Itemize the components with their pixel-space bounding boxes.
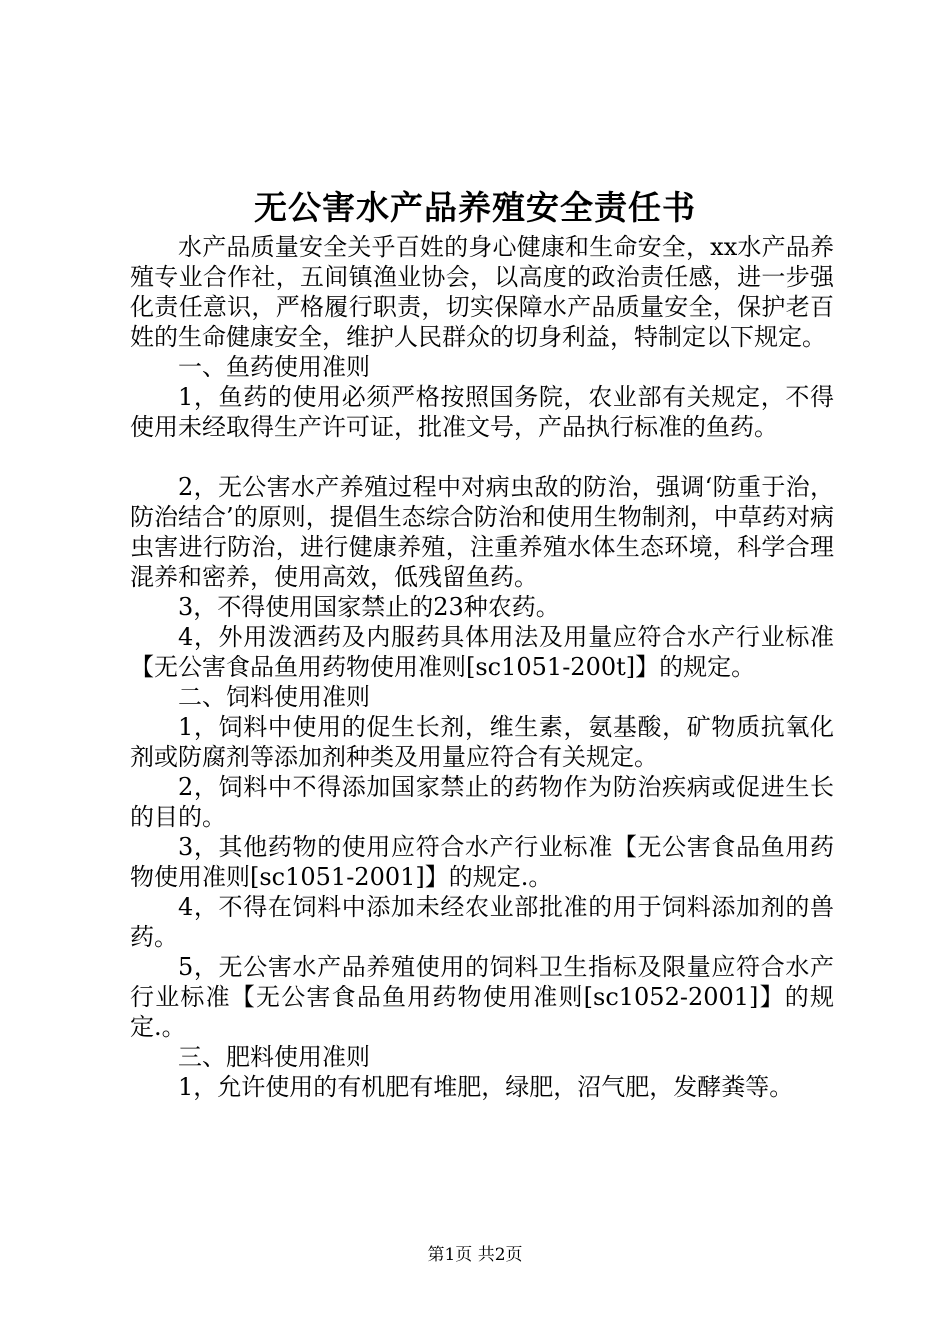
fish-drug-rule-4: 4，外用泼洒药及内服药具体用法及用量应符合水产行业标准【无公害食品鱼用药物使用准则[sc1051-200t]】的规定。 [130, 623, 834, 681]
section-heading-fertilizer: 三、肥料使用准则 [178, 1043, 370, 1071]
section-heading-fish-drugs: 一、鱼药使用准则 [178, 353, 370, 381]
fish-drug-rule-3: 3，不得使用国家禁止的23种农药。 [178, 593, 560, 621]
page-number: 第1页 [427, 1245, 473, 1265]
feed-rule-3: 3，其他药物的使用应符合水产行业标准【无公害食品鱼用药物使用准则[sc1051-2001]】的规定.。 [130, 833, 834, 891]
section-heading-feed: 二、饲料使用准则 [178, 683, 370, 711]
document-title: 无公害水产品养殖安全责任书 [254, 188, 696, 227]
fish-drug-rule-2: 2，无公害水产养殖过程中对病虫敌的防治，强调‘防重于治，防治结合’的原则，提倡生态综合防治和使用生物制剂，中草药对病虫害进行防治，进行健康养殖，注重养殖水体生态环境，科学合理混养和密养，使用高效，低残留鱼药。 [130, 473, 834, 591]
feed-rule-4: 4，不得在饲料中添加未经农业部批准的用于饲料添加剂的兽药。 [130, 893, 834, 951]
fish-drug-rule-1: 1，鱼药的使用必须严格按照国务院，农业部有关规定，不得使用未经取得生产许可证，批准文号，产品执行标准的鱼药。 [130, 383, 834, 441]
document-body [130, 232, 834, 1102]
fertilizer-rule-1: 1，允许使用的有机肥有堆肥，绿肥，沼气肥，发酵粪等。 [178, 1073, 794, 1101]
page-total: 共2页 [477, 1245, 523, 1265]
feed-rule-1: 1，饲料中使用的促生长剂，维生素，氨基酸，矿物质抗氧化剂或防腐剂等添加剂种类及用量应符合有关规定。 [130, 713, 834, 771]
intro-paragraph: 水产品质量安全关乎百姓的身心健康和生命安全，xx水产品养殖专业合作社，五间镇渔业协会，以高度的政治责任感，进一步强化责任意识，严格履行职责，切实保障水产品质量安全，保护老百姓的生命健康安全，维护人民群众的切身利益，特制定以下规定。 [130, 233, 834, 351]
feed-rule-5: 5，无公害水产品养殖使用的饲料卫生指标及限量应符合水产行业标准【无公害食品鱼用药物使用准则[sc1052-2001]】的规定.。 [130, 953, 834, 1041]
feed-rule-2: 2，饲料中不得添加国家禁止的药物作为防治疾病或促进生长的目的。 [130, 773, 834, 831]
page-footer [0, 1243, 950, 1267]
